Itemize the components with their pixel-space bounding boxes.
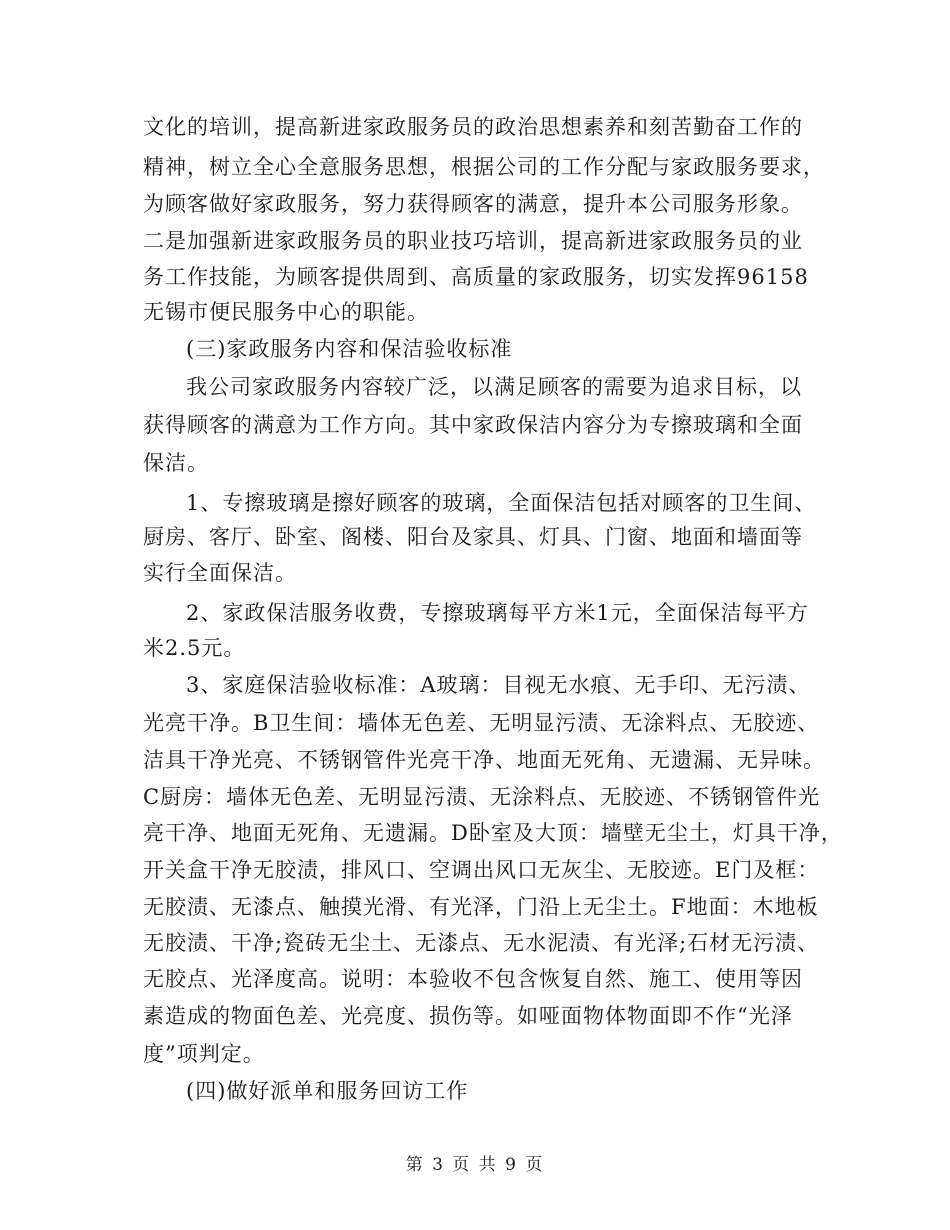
body-text-line: 2、家政保洁服务收费，专擦玻璃每平方米1元，全面保洁每平方 [186, 601, 809, 625]
body-text-line: 米2.5元。 [143, 636, 246, 660]
body-text-line: 保洁。 [143, 451, 209, 475]
body-text-line: 务工作技能，为顾客提供周到、高质量的家政服务，切实发挥96158 [143, 265, 809, 289]
body-text-line: 无胶渍、干净;瓷砖无尘土、无漆点、无水泥渍、有光泽;石材无污渍、 [143, 931, 820, 955]
body-text-line: 无胶点、光泽度高。说明：本验收不包含恢复自然、施工、使用等因 [143, 967, 803, 991]
body-text-line: 素造成的物面色差、光亮度、损伤等。如哑面物体物面即不作“光泽 [143, 1004, 793, 1028]
body-text-line: 光亮干净。B卫生间：墙体无色差、无明显污渍、无涂料点、无胶迹、 [143, 711, 820, 735]
body-text-line: 亮干净、地面无死角、无遗漏。D卧室及大顶：墙壁无尘土，灯具干净， [143, 821, 843, 845]
body-text-line: 文化的培训，提高新进家政服务员的政治思想素养和刻苦勤奋工作的 [143, 115, 803, 139]
body-text-line: 为顾客做好家政服务，努力获得顾客的满意，提升本公司服务形象。 [143, 192, 803, 216]
body-text-line: 度”项判定。 [143, 1042, 265, 1066]
body-text-line: 我公司家政服务内容较广泛，以满足顾客的需要为追求目标，以 [186, 375, 802, 399]
body-text-line: 开关盒干净无胶渍，排风口、空调出风口无灰尘、无胶迹。E门及框： [143, 858, 820, 882]
body-text-line: C厨房：墙体无色差、无明显污渍、无涂料点、无胶迹、不锈钢管件光 [143, 785, 821, 809]
body-text-line: 二是加强新进家政服务员的职业技巧培训，提高新进家政服务员的业 [143, 229, 803, 253]
body-text-line: 无锡市便民服务中心的职能。 [143, 300, 429, 324]
body-text-line: 实行全面保洁。 [143, 561, 297, 585]
body-text-line: 厨房、客厅、卧室、阁楼、阳台及家具、灯具、门窗、地面和墙面等 [143, 525, 803, 549]
body-text-line: 精神，树立全心全意服务思想，根据公司的工作分配与家政服务要求， [143, 155, 825, 179]
section-heading: (四)做好派单和服务回访工作 [186, 1079, 469, 1103]
body-text-line: 无胶渍、无漆点、触摸光滑、有光泽，门沿上无尘土。F地面：木地板 [143, 895, 819, 919]
body-text-line: 洁具干净光亮、不锈钢管件光亮干净、地面无死角、无遗漏、无异味。 [143, 748, 825, 772]
body-text-line: 获得顾客的满意为工作方向。其中家政保洁内容分为专擦玻璃和全面 [143, 413, 803, 437]
body-text-line: 1、专擦玻璃是擦好顾客的玻璃，全面保洁包括对顾客的卫生间、 [186, 491, 817, 515]
section-heading: (三)家政服务内容和保洁验收标准 [186, 337, 513, 361]
body-text-line: 3、家庭保洁验收标准：A玻璃：目视无水痕、无手印、无污渍、 [186, 673, 811, 697]
page-number-footer: 第 3 页 共 9 页 [405, 1155, 545, 1175]
